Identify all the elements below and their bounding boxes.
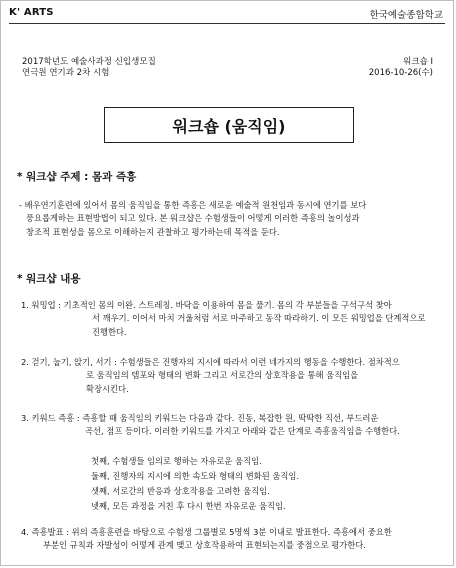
step-item: 셋째, 서로간의 반응과 상호작용을 고려한 움직임. (91, 486, 270, 496)
theme-line: 풍요롭게하는 표현방법이 되고 있다. 본 워크샵은 수험생들이 어떻게 이러한 즉흥의 놀이성과 (26, 213, 360, 224)
item-line: 2. 걷기, 눕기, 앉기, 서기 : 수험생들은 진행자의 지시에 따라서 이런 네가지의 행동을 수행한다. 점차적으 (21, 357, 400, 367)
theme-line: 창조적 표현성을 몸으로 이해하는지 관찰하고 평가하는데 목적을 둔다. (26, 226, 280, 237)
item-line: 곡선, 점프 등이다. 이러한 키워드를 가지고 아래와 같은 단계로 즉흥움직임을 수행한다. (85, 426, 400, 437)
document-title-box (104, 107, 354, 143)
recruit-line: 2017학년도 예술사과정 신입생모집 (22, 57, 156, 67)
item-line: 1. 워밍업 : 기초적인 몸의 이완. 스트레칭. 바닥을 이용하여 몸을 풀기. 몸의 각 부분들을 구석구석 찾아 (21, 300, 392, 310)
content-item-keyword (21, 412, 439, 439)
header-bar (9, 7, 445, 23)
section-theme-body (19, 199, 439, 239)
item-line: 부분인 규칙과 자발성이 어떻게 관계 맺고 상호작용하여 표현되는지를 중점으로 평가한다. (43, 540, 366, 551)
exam-info (22, 57, 156, 79)
item-line: 3. 키워드 즉흥 : 즉흥할 때 움직임의 키워드는 다음과 같다. 진동, 복잡한 원, 딱딱한 직선, 부드러운 (21, 413, 379, 423)
step-item: 첫째, 수험생들 임의로 행하는 자유로운 움직임. (91, 456, 262, 466)
section-content-heading: * 워크샵 내용 (17, 273, 81, 285)
content-item-warmup (21, 299, 439, 339)
step-item: 둘째, 진행자의 지시에 의한 속도와 형태의 변화된 움직임. (91, 471, 300, 481)
header-divider (9, 23, 445, 24)
theme-line: - 배우연기훈련에 있어서 몸의 움직임을 통한 즉흥은 새로운 예술적 원천임과 동시에 연기를 보다 (19, 200, 367, 210)
workshop-number: 워크숍 I (403, 57, 433, 67)
document-title: 워크숍 (움직임) (172, 116, 286, 136)
step-item: 넷째, 모든 과정을 거친 후 다시 한번 자유로운 움직임. (91, 501, 286, 511)
item-line: 로 움직임의 템포와 형태의 변화 그리고 서로간의 상호작용을 통해 움직임을 (86, 370, 359, 381)
content-item-walking (21, 356, 439, 396)
item-line: 확장시킨다. (86, 383, 129, 394)
item-line: 4. 즉흥발표 : 위의 즉흥훈련을 바탕으로 수험생 그룹별로 5명씩 3분 이내로 발표한다. 즉흥에서 중요한 (21, 527, 392, 537)
exam-date: 2016-10-26(수) (368, 68, 433, 78)
keyword-steps-list (91, 454, 299, 514)
exam-stage-line: 연극원 연기과 2차 시험 (22, 68, 110, 78)
item-line: 서 깨우기. 이어서 마치 거울처럼 서로 마주하고 동작 따라하기. 이 모든 워밍업을 단계적으로 (92, 313, 426, 324)
school-name: 한국예술종합학교 (369, 10, 443, 21)
section-theme-heading: * 워크샵 주제 : 몸과 즉흥 (17, 171, 137, 183)
item-line: 진행한다. (92, 326, 127, 337)
workshop-info (369, 57, 433, 79)
content-item-presentation (21, 526, 439, 553)
school-logo: K' ARTS (9, 7, 54, 18)
